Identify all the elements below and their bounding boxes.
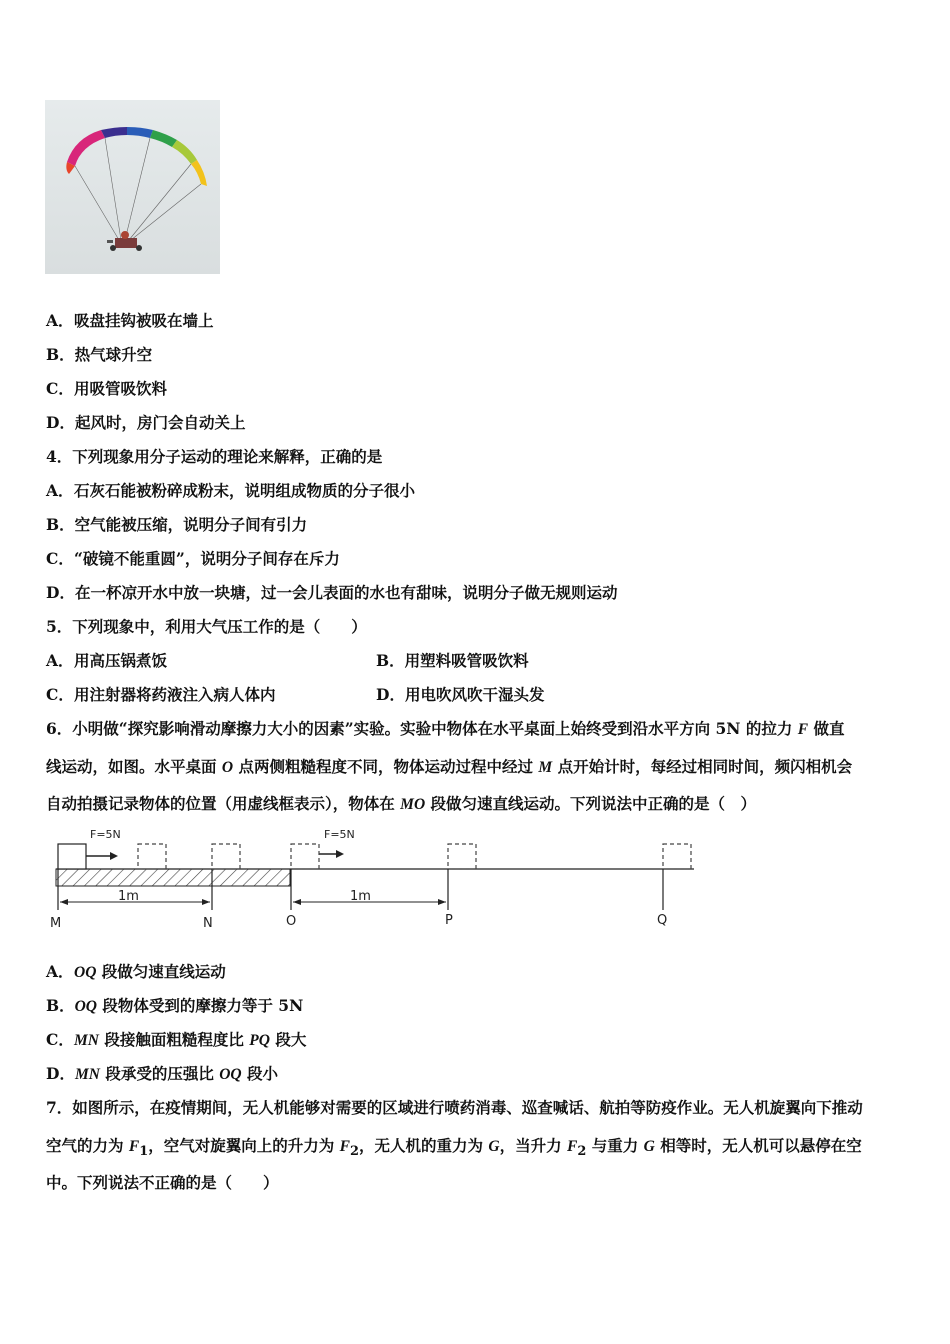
q6-option-d: D．MN 段承受的压强比 OQ 段小: [46, 1064, 279, 1083]
q3-option-a: A．吸盘挂钩被吸在墙上: [46, 311, 214, 330]
flash-frame: [291, 844, 319, 869]
q4-option-c: C．“破镜不能重圆”，说明分子间存在斥力: [46, 549, 340, 568]
q5-option-d: D．用电吹风吹干湿头发: [376, 685, 545, 704]
q6-option-b: B．OQ 段物体受到的摩擦力等于 5N: [46, 996, 304, 1015]
q7-stem-line3: 中。下列说法不正确的是（ ）: [46, 1173, 279, 1192]
q3-option-c: C．用吸管吸饮料: [46, 379, 168, 398]
q5-stem: 5．下列现象中，利用大气压工作的是（ ）: [46, 617, 367, 636]
q5-option-c: C．用注射器将药液注入病人体内: [46, 685, 276, 704]
force-label-1: F=5N: [90, 828, 121, 841]
point-label-m: M: [50, 916, 62, 931]
q4-option-d: D．在一杯凉开水中放一块塘，过一会儿表面的水也有甜味，说明分子做无规则运动: [46, 583, 618, 602]
flash-frame: [212, 844, 240, 869]
q6-stem-line2: 线运动，如图。水平桌面 O 点两侧粗糙程度不同，物体运动过程中经过 M 点开始计时，每经过相同时间，频闪相机会: [46, 757, 853, 776]
q3-option-b: B．热气球升空: [46, 345, 153, 364]
distance-label-op: 1m: [350, 889, 371, 904]
q6-option-c: C．MN 段接触面粗糙程度比 PQ 段大: [46, 1030, 307, 1049]
q6-stem-line3: 自动拍摄记录物体的位置（用虚线框表示），物体在 MO 段做匀速直线运动。下列说法中正确的是（ ）: [46, 794, 757, 813]
q7-stem-line1: 7．如图所示，在疫情期间，无人机能够对需要的区域进行喷药消毒、巡查喊话、航拍等防疫作业。无人机旋翼向下推动: [46, 1098, 863, 1117]
point-label-n: N: [203, 916, 213, 931]
q6-stem-line1: 6．小明做“探究影响滑动摩擦力大小的因素”实验。实验中物体在水平桌面上始终受到沿水平方向 5N 的拉力 F 做直: [46, 719, 845, 738]
point-label-o: O: [286, 914, 297, 929]
friction-experiment-diagram: [46, 822, 716, 937]
q4-option-b: B．空气能被压缩，说明分子间有引力: [46, 515, 308, 534]
q4-option-a: A．石灰石能被粉碎成粉末，说明组成物质的分子很小: [46, 481, 416, 500]
point-label-p: P: [445, 913, 453, 928]
flash-frame: [138, 844, 166, 869]
rough-surface-hatch: [56, 869, 290, 886]
q5-option-a: A．用高压锅煮饭: [46, 651, 168, 670]
q3-option-d: D．起风时，房门会自动关上: [46, 413, 246, 432]
q7-stem-line2: 空气的力为 $F_1$，空气对旋翼向上的升力为 $F_2$，无人机的重力为 G，当升力 $F_2$ 与重力 G 相等时，无人机可以悬停在空: [46, 1136, 862, 1160]
paraglider-photo: [45, 100, 220, 274]
point-label-q: Q: [657, 913, 668, 928]
q6-option-a: A．OQ 段做匀速直线运动: [46, 962, 226, 981]
distance-label-mn: 1m: [118, 889, 139, 904]
flash-frame: [448, 844, 476, 869]
block: [58, 844, 86, 869]
force-label-2: F=5N: [324, 828, 355, 841]
flash-frame: [663, 844, 691, 869]
q4-stem: 4．下列现象用分子运动的理论来解释，正确的是: [46, 447, 383, 466]
q5-option-b: B．用塑料吸管吸饮料: [376, 651, 529, 670]
